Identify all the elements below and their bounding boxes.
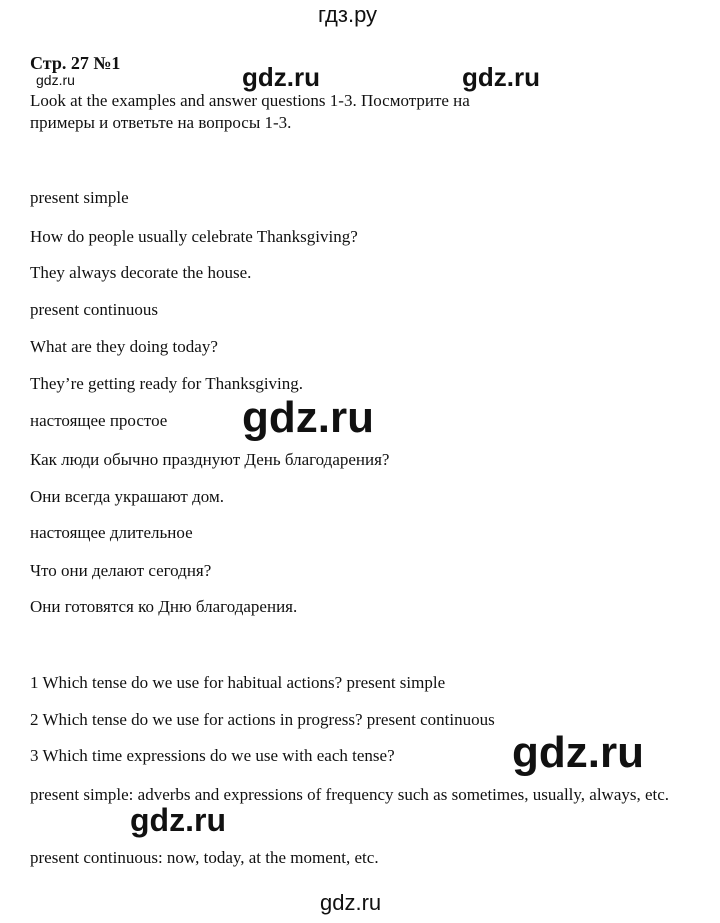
watermark-small: gdz.ru	[36, 72, 75, 88]
page-title: Стр. 27 №1	[30, 53, 121, 73]
answer-line: present simple: adverbs and expressions of frequency such as sometimes, usually, always, etc.	[30, 785, 670, 804]
example-line: They’re getting ready for Thanksgiving.	[30, 374, 304, 393]
answer-line: 1 Which tense do we use for habitual actions? present simple	[30, 673, 446, 692]
answer-line: present continuous: now, today, at the moment, etc.	[30, 848, 379, 867]
example-line: настоящее простое	[30, 411, 168, 430]
example-line: Как люди обычно празднуют День благодарения?	[30, 450, 390, 469]
example-line: Что они делают сегодня?	[30, 561, 212, 580]
example-line: present simple	[30, 188, 129, 207]
watermark-lower: gdz.ru	[130, 802, 226, 838]
watermark-answers: gdz.ru	[512, 728, 644, 777]
answer-line: 3 Which time expressions do we use with each tense?	[30, 746, 395, 765]
example-line: настоящее длительное	[30, 523, 193, 542]
watermark-top-2: gdz.ru	[462, 62, 540, 92]
example-line: present continuous	[30, 300, 158, 319]
watermark-middle: gdz.ru	[242, 393, 374, 442]
example-line: What are they doing today?	[30, 337, 218, 356]
example-line: They always decorate the house.	[30, 263, 252, 282]
example-line: Они готовятся ко Дню благодарения.	[30, 597, 298, 616]
site-header: гдз.ру	[318, 2, 378, 27]
watermark-top-1: gdz.ru	[242, 62, 320, 92]
instruction-text: Look at the examples and answer questions 1-3. Посмотрите на примеры и ответьте на вопросы 1-3.	[30, 91, 470, 132]
example-line: How do people usually celebrate Thanksgiving?	[30, 227, 358, 246]
answer-line: 2 Which tense do we use for actions in progress? present continuous	[30, 710, 495, 729]
example-line: Они всегда украшают дом.	[30, 487, 224, 506]
watermark-footer: gdz.ru	[320, 890, 382, 915]
